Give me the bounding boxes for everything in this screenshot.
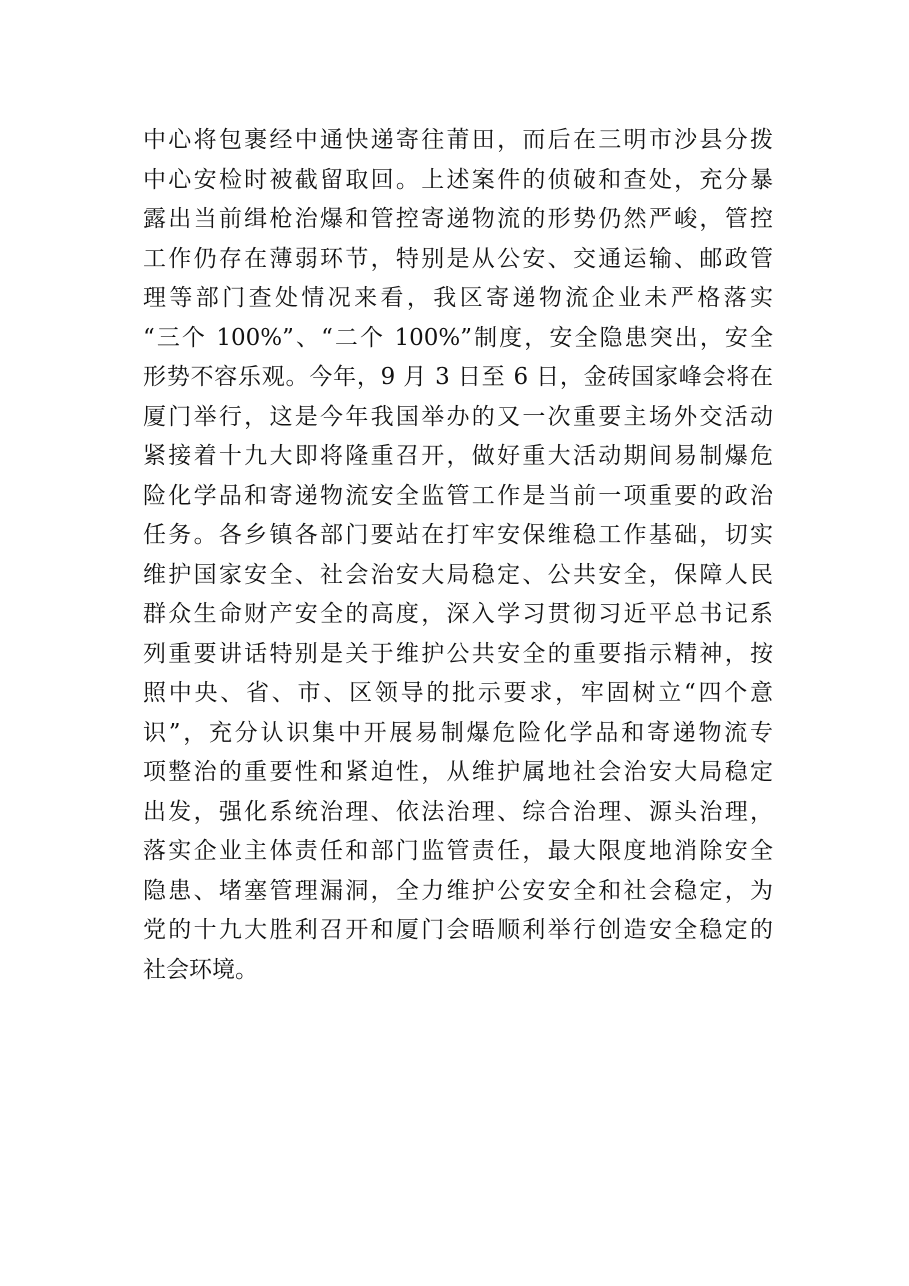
paragraph-line: 党的十九大胜利召开和厦门会晤顺利举行创造安全稳定的: [143, 917, 773, 943]
paragraph-line: 维护国家安全、社会治安大局稳定、公共安全，保障人民: [143, 561, 773, 588]
paragraph-line: 隐患、堵塞管理漏洞，全力维护公安安全和社会稳定，为: [143, 877, 773, 904]
paragraph-line: 紧接着十九大即将隆重召开，做好重大活动期间易制爆危: [143, 443, 773, 469]
paragraph-line: 列重要讲话特别是关于维护公共安全的重要指示精神，按: [143, 640, 773, 667]
paragraph-last-line: 社会环境。: [143, 956, 258, 983]
document-body: [143, 121, 773, 990]
paragraph-line: “三个 100%”、“二个 100%”制度，安全隐患突出，安全: [143, 324, 773, 351]
paragraph-line: 险化学品和寄递物流安全监管工作是当前一项重要的政治: [143, 482, 773, 509]
paragraph-line: 露出当前缉枪治爆和管控寄递物流的形势仍然严峻，管控: [143, 206, 773, 232]
paragraph-line: 项整治的重要性和紧迫性，从维护属地社会治安大局稳定: [143, 759, 773, 785]
paragraph-line: 形势不容乐观。今年，9 月 3 日至 6 日，金砖国家峰会将在: [143, 364, 773, 390]
paragraph-line: 群众生命财产安全的高度，深入学习贯彻习近平总书记系: [143, 601, 773, 627]
paragraph-line: 任务。各乡镇各部门要站在打牢安保维稳工作基础，切实: [143, 522, 773, 548]
paragraph-line: 中心将包裹经中通快递寄往莆田，而后在三明市沙县分拨: [143, 127, 773, 153]
paragraph-line: 出发，强化系统治理、依法治理、综合治理、源头治理，: [143, 798, 773, 825]
paragraph-line: 理等部门查处情况来看，我区寄递物流企业未严格落实: [143, 285, 773, 311]
paragraph-line: 工作仍存在薄弱环节，特别是从公安、交通运输、邮政管: [143, 245, 773, 272]
paragraph-line: 厦门举行，这是今年我国举办的又一次重要主场外交活动: [143, 403, 773, 430]
paragraph-line: 照中央、省、市、区领导的批示要求，牢固树立“四个意: [143, 680, 773, 706]
paragraph-line: 落实企业主体责任和部门监管责任，最大限度地消除安全: [143, 838, 773, 864]
paragraph-line: 中心安检时被截留取回。上述案件的侦破和查处，充分暴: [143, 166, 773, 193]
paragraph-line: 识”，充分认识集中开展易制爆危险化学品和寄递物流专: [143, 719, 773, 746]
